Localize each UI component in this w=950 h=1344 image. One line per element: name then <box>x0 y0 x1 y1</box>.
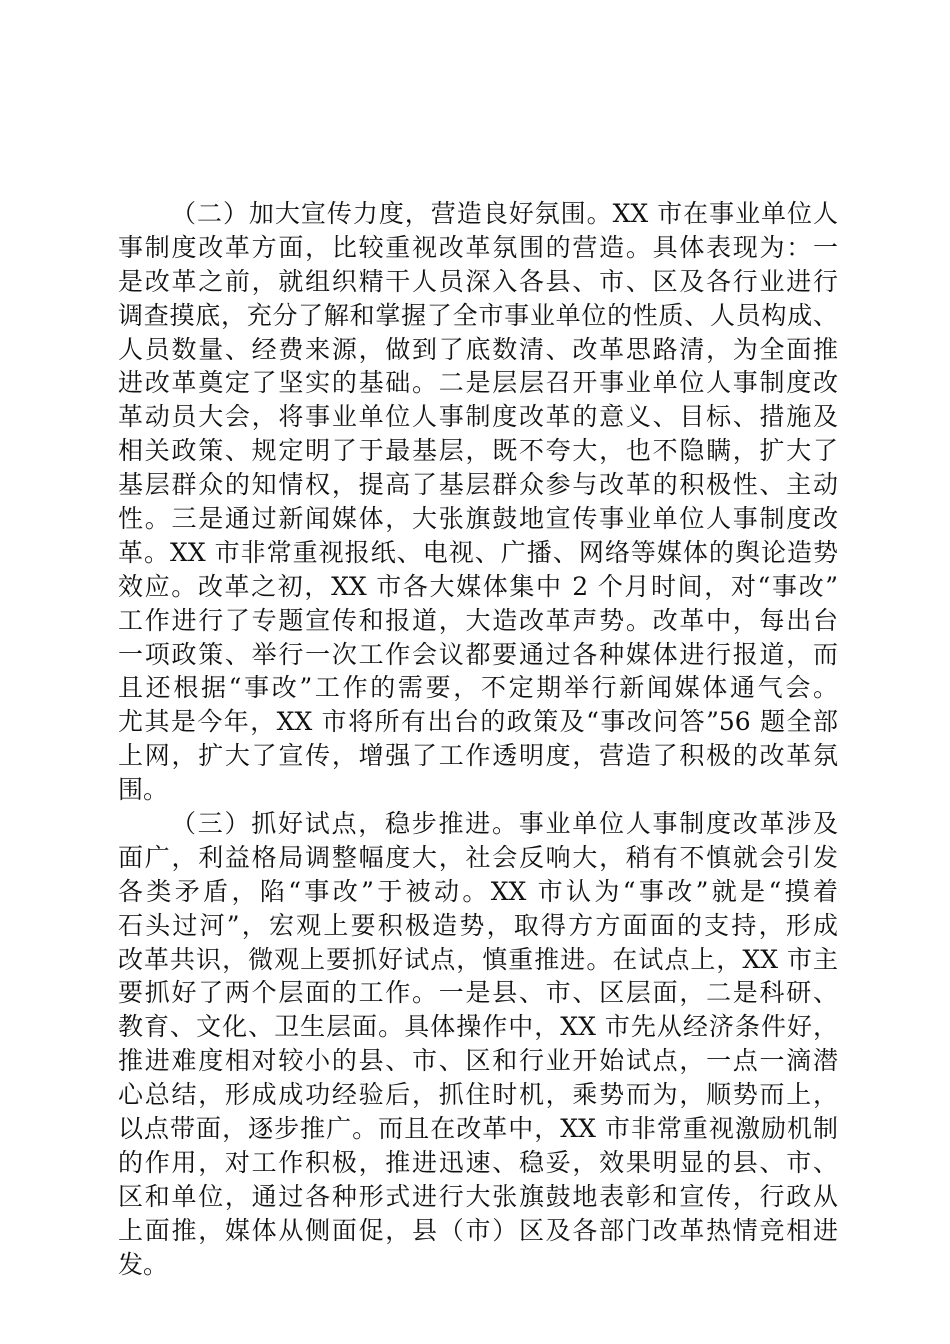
text-line: 一项政策、举行一次工作会议都要通过各种媒体进行报道，而 <box>118 639 838 669</box>
text-line: 性。三是通过新闻媒体，大张旗鼓地宣传事业单位人事制度改 <box>118 504 838 534</box>
text-line: 以点带面，逐步推广。而且在改革中，XX 市非常重视激励机制 <box>118 1114 838 1144</box>
text-line: 效应。改革之初，XX 市各大媒体集中 2 个月时间，对“事改” <box>118 571 838 601</box>
text-line: 革动员大会，将事业单位人事制度改革的意义、目标、措施及 <box>118 402 838 432</box>
text-line: （三）抓好试点，稳步推进。事业单位人事制度改革涉及 <box>171 809 838 839</box>
text-line: 推进难度相对较小的县、市、区和行业开始试点，一点一滴潜 <box>118 1046 838 1076</box>
text-line: 革。XX 市非常重视报纸、电视、广播、网络等媒体的舆论造势 <box>118 537 838 567</box>
text-line: 的作用，对工作积极，推进迅速、稳妥，效果明显的县、市、 <box>118 1147 838 1177</box>
text-line: 调查摸底，充分了解和掌握了全市事业单位的性质、人员构成、 <box>118 300 838 330</box>
text-line: 是改革之前，就组织精干人员深入各县、市、区及各行业进行 <box>118 266 838 296</box>
text-line: 工作进行了专题宣传和报道，大造改革声势。改革中，每出台 <box>118 605 838 635</box>
text-line: 各类矛盾，陷“事改”于被动。XX 市认为“事改”就是“摸着 <box>118 876 838 906</box>
text-line: 事制度改革方面，比较重视改革氛围的营造。具体表现为：一 <box>118 232 838 262</box>
paragraph-pilot <box>118 807 838 1281</box>
text-line: 教育、文化、卫生层面。具体操作中，XX 市先从经济条件好， <box>118 1012 838 1042</box>
text-line: 人员数量、经费来源，做到了底数清、改革思路清，为全面推 <box>118 334 838 364</box>
paragraph-publicity <box>118 197 838 807</box>
text-line: 上面推，媒体从侧面促，县（市）区及各部门改革热情竞相进 <box>118 1215 838 1245</box>
text-line: 相关政策、规定明了于最基层，既不夸大，也不隐瞒，扩大了 <box>118 436 838 466</box>
text-line: 基层群众的知情权，提高了基层群众参与改革的积极性、主动 <box>118 470 838 500</box>
text-line: 要抓好了两个层面的工作。一是县、市、区层面，二是科研、 <box>118 978 838 1008</box>
text-line: 且还根据“事改”工作的需要，不定期举行新闻媒体通气会。 <box>118 673 838 703</box>
text-line: 围。 <box>118 775 169 805</box>
text-line: 尤其是今年，XX 市将所有出台的政策及“事改问答”56 题全部 <box>118 707 838 737</box>
document-body <box>118 197 838 1282</box>
text-line: 面广，利益格局调整幅度大，社会反响大，稍有不慎就会引发 <box>118 842 838 872</box>
text-line: 区和单位，通过各种形式进行大张旗鼓地表彰和宣传，行政从 <box>118 1181 838 1211</box>
text-line: 发。 <box>118 1249 169 1279</box>
text-line: 上网，扩大了宣传，增强了工作透明度，营造了积极的改革氛 <box>118 741 838 771</box>
text-line: 心总结，形成成功经验后，抓住时机，乘势而为，顺势而上， <box>118 1080 838 1110</box>
text-line: （二）加大宣传力度，营造良好氛围。XX 市在事业单位人 <box>171 199 838 228</box>
text-line: 石头过河”，宏观上要积极造势，取得方方面面的支持，形成 <box>118 910 838 940</box>
text-line: 改革共识，微观上要抓好试点，慎重推进。在试点上，XX 市主 <box>118 944 838 974</box>
text-line: 进改革奠定了坚实的基础。二是层层召开事业单位人事制度改 <box>118 368 838 398</box>
